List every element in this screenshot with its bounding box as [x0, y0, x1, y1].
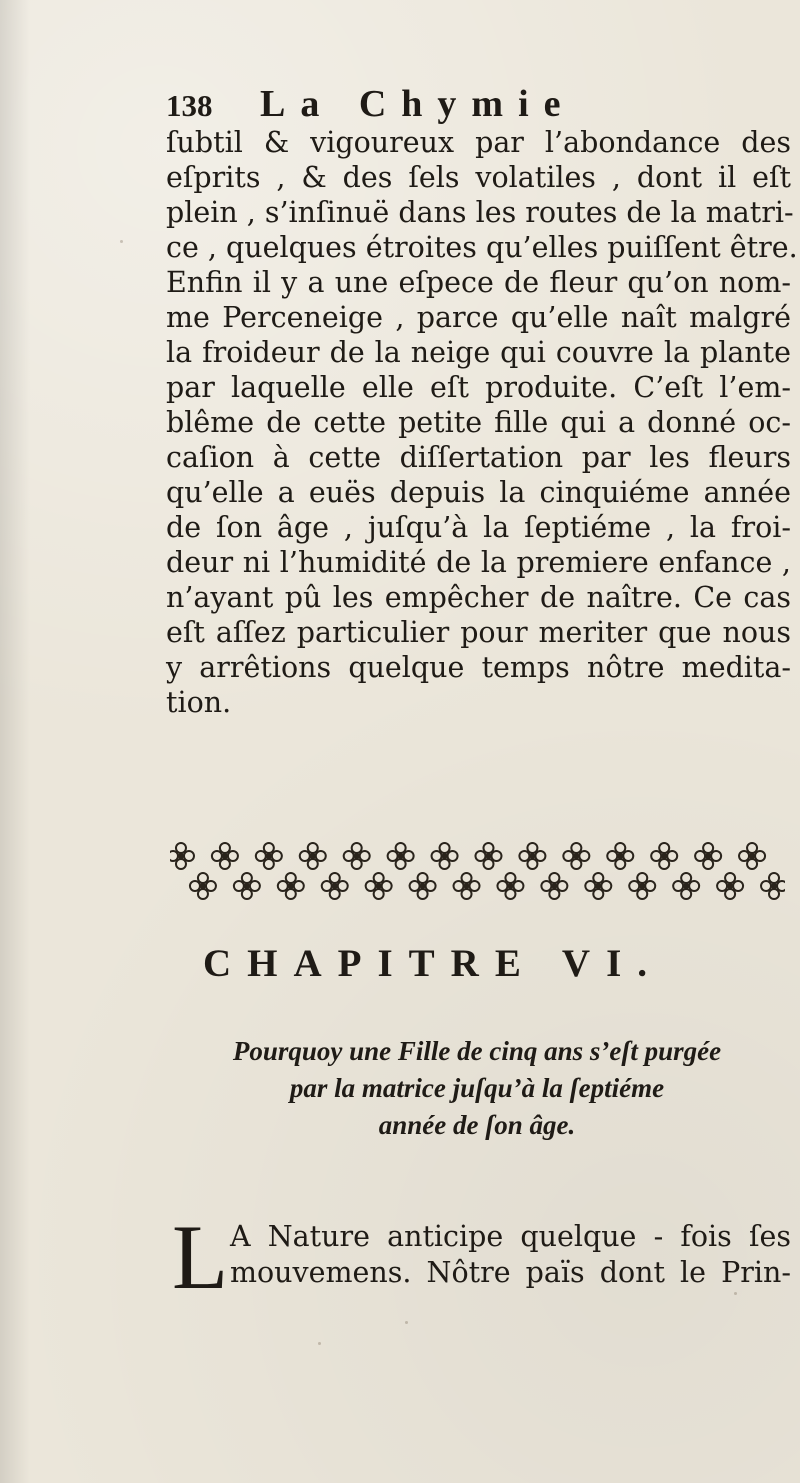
text-line: de ſon âge , juſqu’à la ſeptiéme , la froi-	[166, 511, 791, 544]
ornament-svg	[170, 832, 785, 912]
opening-paragraph	[172, 1206, 792, 1309]
fleuron-icon	[541, 873, 567, 899]
fleuron-icon	[410, 873, 436, 899]
fleuron-icon	[475, 843, 501, 869]
text-line: Enfin il y a une eſpece de fleur qu’on nom-	[166, 266, 791, 299]
text-line: par laquelle elle eſt produite. C’eſt l’em-	[166, 371, 791, 404]
fleuron-icon	[695, 843, 721, 869]
summary-line: par la matrice juſqu’à la ſeptiéme	[289, 1073, 665, 1103]
fleuron-icon	[278, 873, 304, 899]
text-line: caſion à cette diſſertation par les fleurs	[166, 441, 791, 474]
fleuron-icon	[212, 843, 238, 869]
fleuron-icon	[454, 873, 480, 899]
paper-speck	[318, 1342, 321, 1345]
paper-speck	[120, 240, 123, 243]
fleuron-icon	[629, 873, 655, 899]
summary-line: année de ſon âge.	[378, 1110, 576, 1140]
fleuron-icon	[761, 873, 785, 899]
text-line: eſprits , & des ſels volatiles , dont il eſt	[166, 161, 791, 194]
text-line: mouvemens. Nôtre païs dont le Prin-	[230, 1256, 791, 1289]
fleuron-icon	[234, 873, 260, 899]
text-line: deur ni l’humidité de la premiere enfance ,	[166, 546, 791, 579]
fleuron-icon	[673, 873, 699, 899]
fleuron-icon	[388, 843, 414, 869]
running-head	[166, 82, 686, 126]
summary-line: Pourquoy une Fille de cinq ans s’eſt purgée	[232, 1036, 722, 1066]
fleuron-icon	[322, 873, 348, 899]
fleuron-icon	[170, 843, 194, 869]
fleuron-icon	[497, 873, 523, 899]
text-line: qu’elle a euës depuis la cinquiéme année	[166, 476, 791, 509]
text-line: n’ayant pû les empêcher de naître. Ce cas	[166, 581, 791, 614]
page-number: 138	[166, 88, 213, 123]
fleuron-icon	[432, 843, 458, 869]
fleuron-icon	[366, 873, 392, 899]
floral-fleuron-band-icon	[170, 832, 785, 912]
fleuron-icon	[651, 843, 677, 869]
text-line: la froideur de la neige qui couvre la plante	[166, 336, 791, 369]
fleuron-icon	[717, 873, 743, 899]
paper-speck	[405, 1321, 408, 1324]
fleuron-icon	[607, 843, 633, 869]
text-line: plein , s’inſinuë dans les routes de la matri-	[166, 196, 794, 229]
fleuron-icon	[300, 843, 326, 869]
drop-cap: L	[172, 1206, 229, 1308]
fleuron-icon	[563, 843, 589, 869]
text-line: y arrêtions quelque temps nôtre medita-	[166, 651, 791, 684]
fleuron-icon	[519, 843, 545, 869]
text-line: eſt aſſez particulier pour meriter que nous	[166, 616, 791, 649]
chapter-heading: CHAPITRE VI.	[203, 942, 663, 985]
gutter-shadow	[0, 0, 30, 1483]
running-title: La Chymie	[260, 83, 576, 125]
text-line: A Nature anticipe quelque - fois ſes	[230, 1220, 791, 1253]
text-line: ſubtil & vigoureux par l’abondance des	[166, 126, 791, 159]
paper-speck	[734, 1292, 737, 1295]
text-line: ce , quelques étroites qu’elles puiſſent être.	[166, 231, 798, 264]
fleuron-icon	[190, 873, 216, 899]
text-line: blême de cette petite fille qui a donné oc-	[166, 406, 791, 439]
text-line: tion.	[166, 686, 232, 719]
fleuron-icon	[256, 843, 282, 869]
fleuron-icon	[585, 873, 611, 899]
fleuron-icon	[739, 843, 765, 869]
chapter-summary	[170, 1033, 784, 1144]
fleuron-icon	[344, 843, 370, 869]
text-line: me Perceneige , parce qu’elle naît malgré	[166, 301, 791, 334]
body-paragraph	[166, 125, 798, 720]
